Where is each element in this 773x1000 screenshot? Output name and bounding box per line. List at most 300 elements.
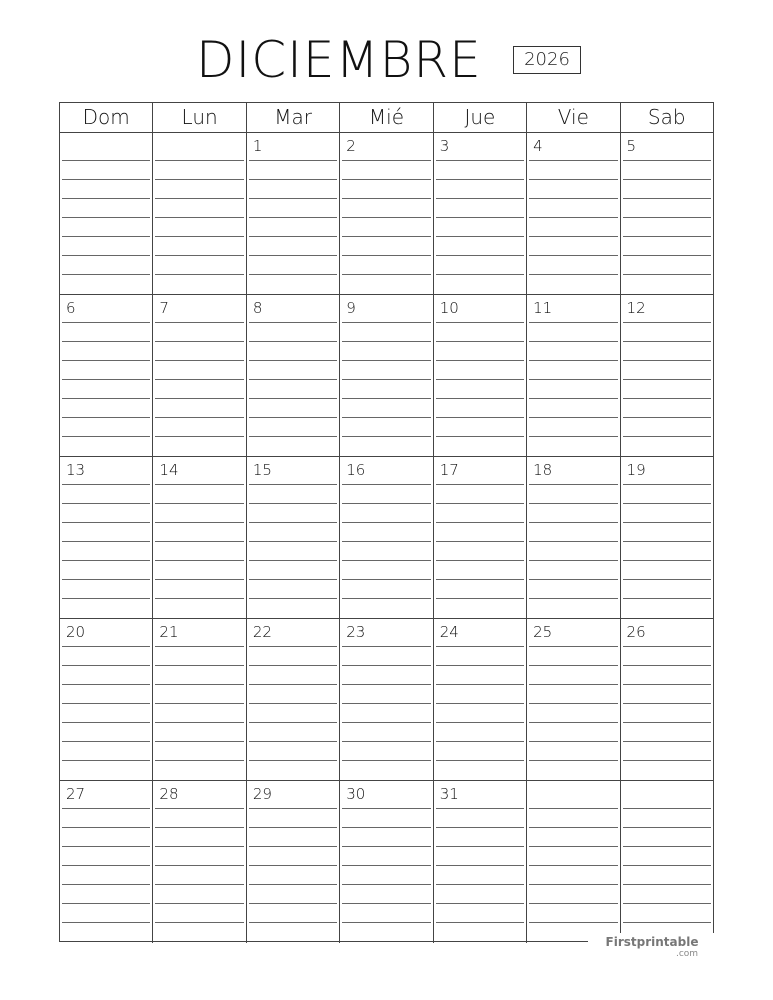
- day-number: 16: [346, 461, 366, 479]
- writing-line: [436, 322, 524, 323]
- writing-line: [62, 360, 150, 361]
- writing-line: [623, 741, 711, 742]
- writing-line: [529, 903, 617, 904]
- writing-line: [623, 646, 711, 647]
- writing-line: [623, 560, 711, 561]
- writing-line: [249, 484, 337, 485]
- writing-line: [529, 179, 617, 180]
- writing-line: [342, 322, 430, 323]
- day-number: 19: [626, 461, 646, 479]
- writing-line: [249, 341, 337, 342]
- day-cell[interactable]: [621, 619, 713, 780]
- writing-line: [436, 541, 524, 542]
- day-cell[interactable]: [340, 781, 433, 943]
- writing-line: [436, 274, 524, 275]
- writing-line: [155, 703, 243, 704]
- writing-line: [529, 808, 617, 809]
- writing-line: [155, 179, 243, 180]
- writing-line: [623, 808, 711, 809]
- writing-line: [529, 360, 617, 361]
- writing-line: [62, 646, 150, 647]
- writing-line: [249, 179, 337, 180]
- writing-line: [436, 503, 524, 504]
- writing-line: [623, 255, 711, 256]
- writing-line: [342, 922, 430, 923]
- writing-line: [249, 436, 337, 437]
- writing-line: [342, 541, 430, 542]
- day-cell[interactable]: [247, 457, 340, 618]
- writing-line: [62, 160, 150, 161]
- writing-line: [342, 808, 430, 809]
- writing-line: [155, 236, 243, 237]
- writing-line: [249, 379, 337, 380]
- day-cell[interactable]: [153, 619, 246, 780]
- writing-line: [155, 579, 243, 580]
- writing-line: [249, 236, 337, 237]
- writing-line: [62, 484, 150, 485]
- writing-line: [436, 179, 524, 180]
- writing-line: [623, 198, 711, 199]
- day-number: 27: [66, 785, 86, 803]
- writing-line: [342, 255, 430, 256]
- writing-line: [249, 417, 337, 418]
- writing-line: [155, 360, 243, 361]
- week-row: [60, 619, 713, 781]
- writing-line: [529, 541, 617, 542]
- week-row: [60, 133, 713, 295]
- writing-line: [436, 665, 524, 666]
- writing-line: [342, 884, 430, 885]
- day-cell[interactable]: [247, 619, 340, 780]
- writing-line: [342, 646, 430, 647]
- writing-line: [62, 398, 150, 399]
- weekday-header-friday: Vie: [527, 103, 620, 132]
- writing-line: [436, 884, 524, 885]
- writing-line: [529, 398, 617, 399]
- day-number: 22: [252, 623, 272, 641]
- writing-line: [342, 598, 430, 599]
- day-number: 30: [346, 785, 366, 803]
- day-cell[interactable]: [153, 133, 246, 294]
- writing-line: [62, 598, 150, 599]
- writing-line: [155, 436, 243, 437]
- writing-line: [155, 903, 243, 904]
- day-number: 10: [439, 299, 459, 317]
- calendar-grid: [59, 102, 714, 942]
- writing-line: [342, 741, 430, 742]
- writing-line: [529, 274, 617, 275]
- writing-line: [62, 846, 150, 847]
- day-number: 12: [626, 299, 646, 317]
- writing-line: [155, 398, 243, 399]
- day-cell[interactable]: [621, 781, 713, 943]
- writing-line: [342, 560, 430, 561]
- writing-line: [342, 903, 430, 904]
- writing-line: [623, 598, 711, 599]
- writing-line: [623, 484, 711, 485]
- writing-line: [249, 598, 337, 599]
- day-cell[interactable]: [527, 457, 620, 618]
- day-cell[interactable]: [621, 133, 713, 294]
- writing-line: [436, 436, 524, 437]
- writing-line: [62, 503, 150, 504]
- day-cell[interactable]: [340, 619, 433, 780]
- day-cell[interactable]: [434, 781, 527, 943]
- day-number: 21: [159, 623, 179, 641]
- day-number: 18: [533, 461, 553, 479]
- writing-line: [155, 722, 243, 723]
- day-cell[interactable]: [60, 619, 153, 780]
- writing-line: [342, 379, 430, 380]
- day-cell[interactable]: [527, 619, 620, 780]
- writing-line: [623, 179, 711, 180]
- writing-line: [62, 417, 150, 418]
- day-number: 13: [66, 461, 86, 479]
- day-number: 8: [252, 299, 263, 317]
- writing-line: [529, 484, 617, 485]
- day-number: 26: [626, 623, 646, 641]
- brand-logo: [588, 933, 716, 961]
- writing-line: [436, 808, 524, 809]
- writing-line: [623, 846, 711, 847]
- writing-line: [249, 198, 337, 199]
- writing-line: [436, 598, 524, 599]
- writing-line: [623, 274, 711, 275]
- day-number: 25: [533, 623, 553, 641]
- day-number: 5: [626, 137, 637, 155]
- writing-line: [249, 760, 337, 761]
- writing-line: [155, 217, 243, 218]
- writing-line: [155, 846, 243, 847]
- writing-line: [529, 684, 617, 685]
- day-cell[interactable]: [340, 295, 433, 456]
- writing-line: [436, 484, 524, 485]
- writing-line: [623, 665, 711, 666]
- writing-line: [155, 484, 243, 485]
- writing-line: [342, 703, 430, 704]
- writing-line: [529, 703, 617, 704]
- writing-line: [342, 865, 430, 866]
- writing-line: [62, 522, 150, 523]
- writing-line: [436, 236, 524, 237]
- writing-line: [342, 484, 430, 485]
- writing-line: [436, 741, 524, 742]
- writing-line: [62, 255, 150, 256]
- writing-line: [155, 665, 243, 666]
- writing-line: [342, 522, 430, 523]
- writing-line: [436, 579, 524, 580]
- day-cell[interactable]: [153, 457, 246, 618]
- writing-line: [249, 684, 337, 685]
- writing-line: [342, 503, 430, 504]
- writing-line: [436, 646, 524, 647]
- day-number: 6: [66, 299, 76, 317]
- writing-line: [623, 884, 711, 885]
- writing-line: [62, 217, 150, 218]
- day-cell[interactable]: [621, 457, 713, 618]
- writing-line: [62, 541, 150, 542]
- writing-line: [436, 217, 524, 218]
- writing-line: [623, 341, 711, 342]
- writing-line: [155, 741, 243, 742]
- writing-line: [62, 684, 150, 685]
- writing-line: [623, 722, 711, 723]
- day-cell[interactable]: [527, 781, 620, 943]
- writing-line: [342, 665, 430, 666]
- writing-line: [249, 274, 337, 275]
- writing-line: [155, 598, 243, 599]
- writing-line: [529, 560, 617, 561]
- writing-line: [623, 503, 711, 504]
- writing-line: [62, 760, 150, 761]
- writing-line: [62, 827, 150, 828]
- writing-line: [529, 665, 617, 666]
- writing-line: [249, 646, 337, 647]
- writing-line: [436, 760, 524, 761]
- year-badge: 2026: [513, 46, 581, 74]
- writing-line: [436, 684, 524, 685]
- writing-line: [155, 922, 243, 923]
- writing-line: [62, 579, 150, 580]
- day-cell[interactable]: [527, 295, 620, 456]
- writing-line: [62, 884, 150, 885]
- writing-line: [249, 217, 337, 218]
- day-cell[interactable]: [153, 295, 246, 456]
- day-cell[interactable]: [247, 133, 340, 294]
- writing-line: [155, 160, 243, 161]
- writing-line: [62, 665, 150, 666]
- writing-line: [436, 398, 524, 399]
- writing-line: [529, 198, 617, 199]
- writing-line: [436, 903, 524, 904]
- writing-line: [623, 436, 711, 437]
- writing-line: [529, 217, 617, 218]
- writing-line: [436, 255, 524, 256]
- day-cell[interactable]: [60, 457, 153, 618]
- day-number: 14: [159, 461, 179, 479]
- writing-line: [249, 560, 337, 561]
- writing-line: [529, 341, 617, 342]
- day-cell[interactable]: [434, 457, 527, 618]
- day-number: 1: [252, 137, 263, 155]
- writing-line: [623, 865, 711, 866]
- writing-line: [623, 684, 711, 685]
- writing-line: [62, 274, 150, 275]
- weekday-header-row: [60, 103, 713, 133]
- writing-line: [436, 827, 524, 828]
- writing-line: [62, 179, 150, 180]
- weekday-header-saturday: Sab: [647, 105, 686, 129]
- writing-line: [529, 760, 617, 761]
- writing-line: [623, 903, 711, 904]
- writing-line: [623, 160, 711, 161]
- writing-line: [155, 646, 243, 647]
- writing-line: [155, 198, 243, 199]
- writing-line: [62, 703, 150, 704]
- writing-line: [436, 560, 524, 561]
- writing-line: [155, 274, 243, 275]
- writing-line: [249, 579, 337, 580]
- day-cell[interactable]: [340, 457, 433, 618]
- day-cell[interactable]: [60, 133, 153, 294]
- writing-line: [249, 255, 337, 256]
- writing-line: [249, 884, 337, 885]
- writing-line: [623, 236, 711, 237]
- writing-line: [342, 198, 430, 199]
- day-number: 28: [159, 785, 179, 803]
- writing-line: [623, 579, 711, 580]
- week-row: [60, 457, 713, 619]
- writing-line: [342, 436, 430, 437]
- writing-line: [342, 274, 430, 275]
- writing-line: [342, 846, 430, 847]
- writing-line: [436, 703, 524, 704]
- writing-line: [529, 503, 617, 504]
- brand-domain: .com: [675, 949, 699, 959]
- writing-line: [342, 684, 430, 685]
- writing-line: [436, 160, 524, 161]
- day-number: 23: [346, 623, 366, 641]
- writing-line: [529, 236, 617, 237]
- writing-line: [436, 360, 524, 361]
- day-number: 31: [439, 785, 459, 803]
- writing-line: [62, 741, 150, 742]
- weekday-header-monday: Lun: [153, 103, 246, 132]
- writing-line: [342, 179, 430, 180]
- writing-line: [529, 255, 617, 256]
- week-row: [60, 295, 713, 457]
- writing-line: [623, 827, 711, 828]
- writing-line: [62, 922, 150, 923]
- writing-line: [155, 255, 243, 256]
- writing-line: [342, 722, 430, 723]
- writing-line: [436, 846, 524, 847]
- day-cell[interactable]: [60, 295, 153, 456]
- writing-line: [249, 665, 337, 666]
- writing-line: [155, 884, 243, 885]
- writing-line: [155, 560, 243, 561]
- writing-line: [249, 322, 337, 323]
- writing-line: [62, 808, 150, 809]
- writing-line: [249, 827, 337, 828]
- writing-line: [342, 398, 430, 399]
- day-number: 15: [252, 461, 272, 479]
- writing-line: [342, 360, 430, 361]
- writing-line: [623, 703, 711, 704]
- writing-line: [249, 703, 337, 704]
- writing-line: [249, 160, 337, 161]
- weekday-header-sunday: Dom: [60, 103, 153, 132]
- writing-line: [529, 722, 617, 723]
- writing-line: [249, 722, 337, 723]
- writing-line: [155, 808, 243, 809]
- day-cell[interactable]: [527, 133, 620, 294]
- day-cell[interactable]: [340, 133, 433, 294]
- writing-line: [529, 865, 617, 866]
- day-cell[interactable]: [434, 619, 527, 780]
- writing-line: [62, 379, 150, 380]
- day-cell[interactable]: [60, 781, 153, 943]
- writing-line: [623, 541, 711, 542]
- writing-line: [249, 903, 337, 904]
- writing-line: [249, 846, 337, 847]
- writing-line: [436, 341, 524, 342]
- day-number: 11: [533, 299, 553, 317]
- brand-name: Firstprintable: [605, 935, 699, 949]
- writing-line: [155, 684, 243, 685]
- writing-line: [529, 846, 617, 847]
- writing-line: [529, 436, 617, 437]
- writing-line: [342, 417, 430, 418]
- day-cell[interactable]: [247, 781, 340, 943]
- day-number: 9: [346, 299, 356, 317]
- day-number: 17: [439, 461, 459, 479]
- day-number: 20: [66, 623, 86, 641]
- writing-line: [155, 865, 243, 866]
- day-cell[interactable]: [434, 133, 527, 294]
- writing-line: [249, 522, 337, 523]
- writing-line: [436, 198, 524, 199]
- writing-line: [342, 341, 430, 342]
- writing-line: [155, 522, 243, 523]
- writing-line: [623, 379, 711, 380]
- writing-line: [623, 217, 711, 218]
- writing-line: [249, 741, 337, 742]
- day-number: 4: [533, 137, 543, 155]
- writing-line: [155, 760, 243, 761]
- day-cell[interactable]: [247, 295, 340, 456]
- writing-line: [155, 541, 243, 542]
- writing-line: [436, 379, 524, 380]
- day-cell[interactable]: [434, 295, 527, 456]
- weekday-header-tuesday: Mar: [247, 103, 340, 132]
- writing-line: [62, 236, 150, 237]
- day-number: 3: [439, 137, 450, 155]
- writing-line: [155, 379, 243, 380]
- writing-line: [529, 827, 617, 828]
- writing-line: [342, 760, 430, 761]
- writing-line: [623, 360, 711, 361]
- day-number: 7: [159, 299, 169, 317]
- week-row: [60, 781, 713, 943]
- writing-line: [342, 160, 430, 161]
- writing-line: [529, 922, 617, 923]
- weekday-header-thursday: Jue: [434, 103, 527, 132]
- writing-line: [249, 922, 337, 923]
- writing-line: [342, 579, 430, 580]
- writing-line: [529, 598, 617, 599]
- writing-line: [249, 503, 337, 504]
- writing-line: [155, 322, 243, 323]
- writing-line: [155, 503, 243, 504]
- writing-line: [623, 398, 711, 399]
- day-cell[interactable]: [621, 295, 713, 456]
- writing-line: [155, 417, 243, 418]
- writing-line: [436, 417, 524, 418]
- writing-line: [529, 579, 617, 580]
- writing-line: [249, 865, 337, 866]
- writing-line: [62, 903, 150, 904]
- writing-line: [623, 322, 711, 323]
- writing-line: [249, 541, 337, 542]
- writing-line: [155, 827, 243, 828]
- writing-line: [529, 884, 617, 885]
- writing-line: [623, 522, 711, 523]
- day-number: 2: [346, 137, 356, 155]
- writing-line: [62, 722, 150, 723]
- writing-line: [436, 522, 524, 523]
- day-cell[interactable]: [153, 781, 246, 943]
